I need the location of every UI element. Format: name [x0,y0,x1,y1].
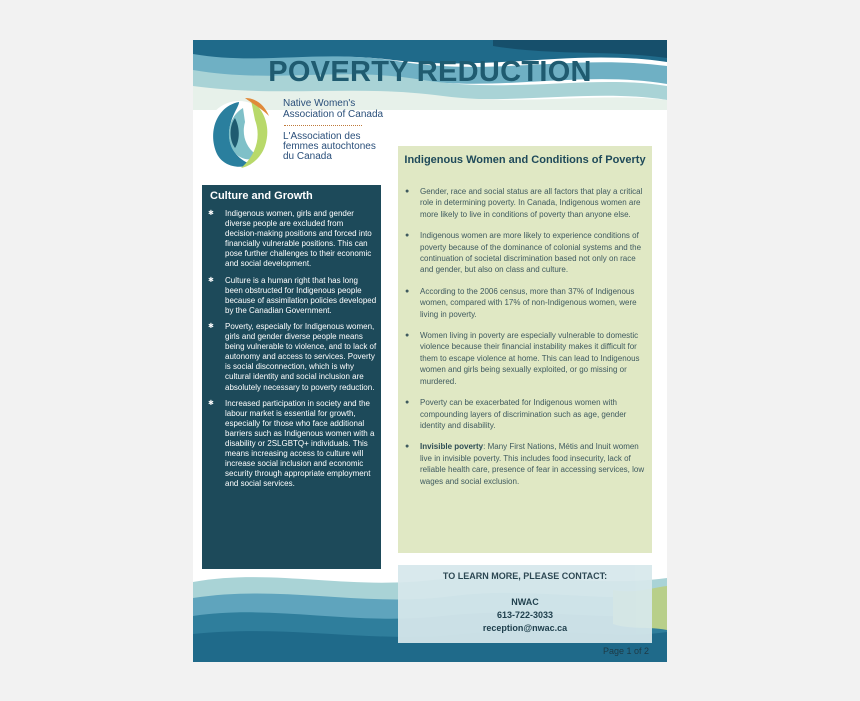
bullet-icon: ● [405,332,410,340]
list-item [403,441,647,487]
culture-growth-list [207,209,377,495]
logo-english-line-2: Association of Canada [283,109,384,120]
logo-french-name [283,132,376,162]
page-title: POVERTY REDUCTION [268,56,592,88]
contact-panel [398,565,652,643]
bullet-icon: ✱ [208,276,214,284]
list-item [207,209,377,270]
logo-french-line-2: femmes autochtones [283,141,376,152]
list-item [403,186,647,220]
bullet-icon: ● [405,188,410,195]
document-page [193,40,667,662]
invisible-poverty-label: Invisible poverty [420,442,484,452]
page-number: Page 1 of 2 [603,646,650,656]
list-item-text: : Many First Nations, Métis and Inuit women live in invisible poverty. This includes food insecurity, lack of reliable health care, presence of fear in accessing services, low wages and social exclusion. [420,442,645,486]
contact-heading: TO LEARN MORE, PLEASE CONTACT: [442,571,608,581]
bullet-icon: ✱ [208,399,214,407]
bullet-icon: ✱ [208,210,214,217]
list-item-text: Poverty, especially for Indigenous women, girls and gender diverse people means being vulnerable to violence, and to lack of autonomy and access to services. Poverty is social disconnection, which is why cultural identity and social inclusion are absolutely necessary to poverty reduction. [225,321,377,392]
contact-phone[interactable]: 613-722-3033 [496,610,554,620]
conditions-heading: Indigenous Women and Conditions of Poverty [404,154,646,166]
list-item [403,286,647,320]
logo-french-line-1: L'Association des [283,131,361,142]
logo-divider [284,125,362,128]
list-item-text: Culture is a human right that has long been obstructed for Indigenous people because of assimilation policies developed by the Canadian Government. [225,275,377,315]
bullet-icon: ● [405,232,410,240]
conditions-list [403,186,647,497]
logo-french-line-3: du Canada [283,151,332,162]
list-item [403,230,647,276]
bullet-icon: ● [405,287,410,295]
list-item [207,399,377,490]
list-item-text: According to the 2006 census, more than 37% of Indigenous women, compared with 17% of non-Indigenous women, were living in poverty. [420,286,637,319]
bullet-icon: ● [405,443,410,451]
list-item-text: Indigenous women, girls and gender diverse people are excluded from decision-making positions and forced into financially vulnerable positions. This can pose further challenges to their economic and social development. [225,209,372,269]
list-item [403,397,647,431]
bullet-icon: ● [405,399,410,407]
contact-org: NWAC [511,597,539,607]
logo-english-name [283,98,383,120]
culture-growth-panel [202,185,381,569]
list-item-text: Gender, race and social status are all factors that play a critical role in determining poverty. In Canada, Indigenous women are more likely to live in conditions of poverty than anyone else. [420,187,643,219]
list-item-text: Women living in poverty are especially vulnerable to domestic violence because their financial instability makes it difficult for them to escape violence at home. This can lead to Indigenous women and girls being sexually exploited, or go missing or murdered. [420,331,640,386]
list-item-text: Indigenous women are more likely to experience conditions of poverty because of the dominance of colonial systems and the continuation of societal discrimination based not only on race and gender, but also on class and culture. [420,231,642,275]
list-item-text: Poverty can be exacerbated for Indigenous women with compounding layers of discrimination such as age, gender identity and disability. [420,398,627,430]
list-item [403,330,647,387]
list-item [207,322,377,393]
contact-email[interactable]: reception@nwac.ca [482,623,568,633]
list-item [207,276,377,316]
list-item-text: Increased participation in society and the labour market is essential for growth, especially for those who face additional barriers such as Indigenous women with a disability or 2SLGBTQ+ individuals. This means increasing access to culture will increase social inclusion and economic security through appropriate employment and social services. [225,398,375,489]
conditions-panel [398,146,652,553]
bullet-icon: ✱ [208,322,214,330]
culture-growth-heading: Culture and Growth [210,190,313,202]
logo-english-line-1: Native Women's [283,98,356,109]
